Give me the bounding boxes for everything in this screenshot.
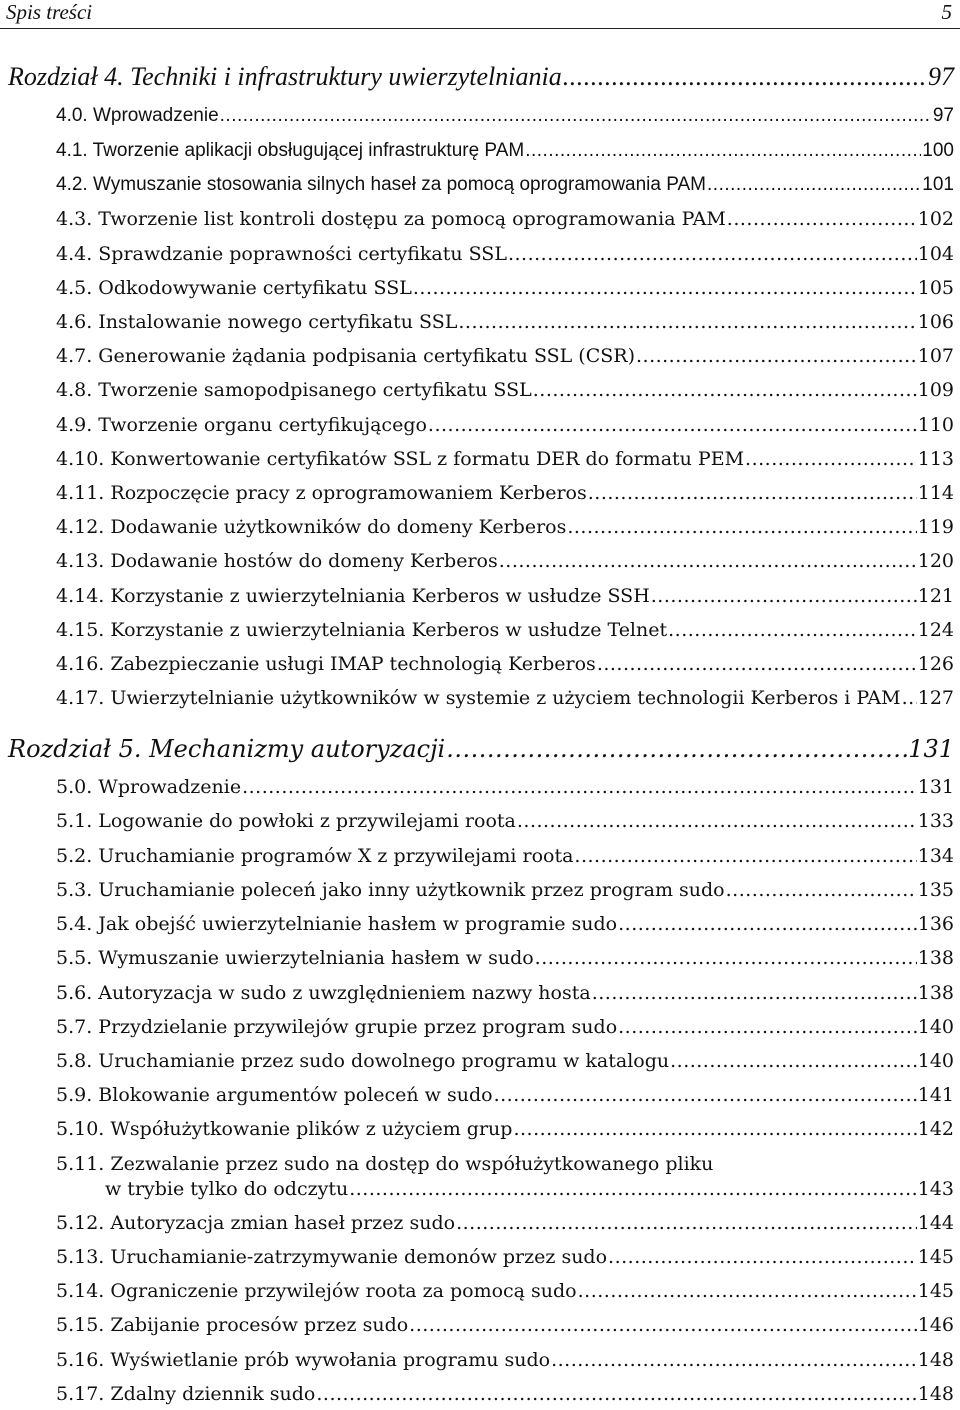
entry-page: 113 [917, 448, 954, 470]
toc-entry[interactable] [56, 1280, 954, 1302]
entry-page: 148 [917, 1349, 954, 1371]
header-title: Spis treści [6, 0, 93, 24]
entry-page: 145 [917, 1280, 954, 1302]
entry-page: 136 [917, 913, 954, 935]
entry-page: 119 [917, 516, 954, 538]
entry-title: 4.7. Generowanie żądania podpisania certyfikatu SSL (CSR) [56, 345, 635, 367]
dot-leader [525, 140, 921, 162]
entry-page: 131 [917, 776, 954, 798]
toc-entry[interactable] [56, 550, 954, 572]
toc-entry[interactable] [56, 105, 954, 127]
entry-title: 4.17. Uwierzytelnianie użytkowników w systemie z użyciem technologii Kerberos i PAM [56, 687, 901, 709]
entry-title: 4.11. Rozpoczęcie pracy z oprogramowaniem Kerberos [56, 482, 587, 504]
entry-page: 140 [917, 1016, 954, 1038]
entry-page: 120 [917, 550, 954, 572]
entry-title: 5.17. Zdalny dziennik sudo [56, 1383, 316, 1405]
toc-entry[interactable] [56, 653, 954, 675]
entry-title: 4.8. Tworzenie samopodpisanego certyfikatu SSL [56, 379, 532, 401]
entry-title: 4.3. Tworzenie list kontroli dostępu za pomocą oprogramowania PAM [56, 208, 726, 230]
dot-leader [618, 1016, 917, 1038]
dot-leader [413, 277, 917, 299]
entry-title: 4.0. Wprowadzenie [56, 105, 219, 126]
dot-leader [349, 1178, 917, 1200]
toc-entry[interactable] [56, 913, 954, 935]
toc-entry[interactable] [56, 208, 954, 230]
toc-entry[interactable] [56, 1349, 954, 1371]
entry-page: 106 [917, 311, 954, 333]
dot-leader [499, 550, 917, 572]
entry-title: 5.10. Współużytkowanie plików z użyciem grup [56, 1118, 513, 1140]
dot-leader [726, 879, 917, 901]
toc-entry[interactable] [56, 1050, 954, 1072]
dot-leader [446, 735, 907, 763]
chapter-page: 131 [908, 735, 954, 763]
toc-entry-first-line[interactable]: 5.11. Zezwalanie przez sudo na dostęp do współużytkowanego pliku [56, 1153, 714, 1175]
dot-leader [535, 947, 917, 969]
entry-title: 5.14. Ograniczenie przywilejów roota za pomocą sudo [56, 1280, 577, 1302]
entry-page: 134 [917, 845, 954, 867]
entry-page: 100 [922, 140, 954, 161]
entry-title: 4.9. Tworzenie organu certyfikującego [56, 414, 427, 436]
toc-entry[interactable] [56, 140, 954, 162]
toc-entry[interactable] [56, 1016, 954, 1038]
entry-page: 145 [917, 1246, 954, 1268]
entry-title: 5.9. Blokowanie argumentów poleceń w sudo [56, 1084, 493, 1106]
toc-entry[interactable] [56, 687, 954, 709]
toc-entry[interactable] [56, 379, 954, 401]
entry-page: 101 [922, 174, 954, 195]
entry-title: 4.10. Konwertowanie certyfikatów SSL z formatu DER do formatu PEM [56, 448, 745, 470]
toc-entry[interactable] [56, 414, 954, 436]
chapter-page: 97 [928, 62, 954, 91]
dot-leader [567, 516, 916, 538]
toc-entry[interactable] [56, 810, 954, 832]
entry-page: 127 [917, 687, 954, 709]
chapter-title: Rozdział 5. Mechanizmy autoryzacji [8, 735, 446, 763]
dot-leader [597, 653, 917, 675]
entry-title: 4.2. Wymuszanie stosowania silnych haseł za pomocą oprogramowania PAM [56, 174, 707, 195]
dot-leader [458, 311, 916, 333]
chapter-4-heading[interactable] [8, 62, 954, 92]
dot-leader [670, 1050, 917, 1072]
entry-title: 4.1. Tworzenie aplikacji obsługującej infrastrukturę PAM [56, 140, 525, 161]
toc-entry[interactable] [56, 619, 954, 641]
entry-title: 4.15. Korzystanie z uwierzytelniania Kerberos w usłudze Telnet [56, 619, 668, 641]
toc-entry[interactable] [56, 1212, 954, 1234]
chapter-5-heading[interactable] [8, 735, 954, 763]
entry-title: 4.14. Korzystanie z uwierzytelniania Kerberos w usłudze SSH [56, 585, 650, 607]
dot-leader [592, 982, 917, 1004]
toc-entry[interactable] [56, 879, 954, 901]
entry-page: 109 [917, 379, 954, 401]
toc-entry[interactable] [56, 174, 954, 196]
dot-leader [608, 1246, 917, 1268]
entry-title: 5.6. Autoryzacja w sudo z uwzględnieniem nazwy hosta [56, 982, 591, 1004]
toc-entry[interactable] [56, 516, 954, 538]
entry-title: 5.5. Wymuszanie uwierzytelniania hasłem w sudo [56, 947, 534, 969]
entry-title: 4.13. Dodawanie hostów do domeny Kerberos [56, 550, 498, 572]
dot-leader [588, 482, 917, 504]
toc-entry[interactable] [56, 1118, 954, 1140]
dot-leader [494, 1084, 917, 1106]
entry-title: 5.12. Autoryzacja zmian haseł przez sudo [56, 1212, 456, 1234]
toc-entry[interactable] [56, 776, 954, 798]
dot-leader [456, 1212, 917, 1234]
entry-title: 4.6. Instalowanie nowego certyfikatu SSL [56, 311, 458, 333]
dot-leader [517, 810, 917, 832]
entry-title: 5.2. Uruchamianie programów X z przywilejami roota [56, 845, 574, 867]
entry-title: 4.16. Zabezpieczanie usługi IMAP technologią Kerberos [56, 653, 596, 675]
header-rule [0, 28, 960, 29]
toc-entry[interactable] [56, 585, 954, 607]
dot-leader [902, 687, 917, 709]
toc-entry[interactable] [56, 1246, 954, 1268]
dot-leader [574, 845, 916, 867]
dot-leader [651, 585, 917, 607]
entry-title: 4.12. Dodawanie użytkowników do domeny Kerberos [56, 516, 567, 538]
dot-leader [513, 1118, 916, 1140]
entry-title: 5.16. Wyświetlanie prób wywołania programu sudo [56, 1349, 551, 1371]
entry-page: 138 [917, 947, 954, 969]
entry-page: 107 [917, 345, 954, 367]
entry-page: 133 [917, 810, 954, 832]
entry-title: 4.5. Odkodowywanie certyfikatu SSL [56, 277, 412, 299]
entry-page: 126 [917, 653, 954, 675]
dot-leader [618, 913, 917, 935]
toc-entry[interactable] [56, 345, 954, 367]
entry-page: 114 [917, 482, 954, 504]
entry-page: 140 [917, 1050, 954, 1072]
entry-title: w trybie tylko do odczytu [105, 1178, 349, 1200]
toc-entry[interactable] [105, 1178, 954, 1200]
toc-entry[interactable] [56, 482, 954, 504]
toc-entry[interactable] [56, 311, 954, 333]
dot-leader [745, 448, 917, 470]
chapter-title: Rozdział 4. Techniki i infrastruktury uwierzytelniania [8, 62, 562, 91]
entry-title: 5.4. Jak obejść uwierzytelnianie hasłem w programie sudo [56, 913, 618, 935]
dot-leader [316, 1383, 916, 1405]
entry-page: 143 [917, 1178, 954, 1200]
entry-title: 5.3. Uruchamianie poleceń jako inny użytkownik przez program sudo [56, 879, 725, 901]
entry-page: 105 [917, 277, 954, 299]
entry-title: 5.7. Przydzielanie przywilejów grupie przez program sudo [56, 1016, 618, 1038]
dot-leader [428, 414, 917, 436]
entry-page: 146 [917, 1314, 954, 1336]
entry-page: 148 [917, 1383, 954, 1405]
dot-leader [533, 379, 917, 401]
dot-leader [578, 1280, 917, 1302]
entry-page: 124 [917, 619, 954, 641]
dot-leader [563, 62, 927, 92]
entry-page: 121 [917, 585, 954, 607]
dot-leader [727, 208, 917, 230]
dot-leader [409, 1314, 917, 1336]
entry-page: 102 [917, 208, 954, 230]
running-header [0, 0, 960, 30]
entry-page: 141 [917, 1084, 954, 1106]
entry-page: 142 [917, 1118, 954, 1140]
dot-leader [242, 776, 917, 798]
toc-entry[interactable] [56, 243, 954, 265]
entry-title: 5.0. Wprowadzenie [56, 776, 242, 798]
entry-page: 104 [917, 243, 954, 265]
toc-entry[interactable] [56, 982, 954, 1004]
entry-page: 144 [917, 1212, 954, 1234]
entry-page: 135 [917, 879, 954, 901]
toc-entry[interactable] [56, 947, 954, 969]
entry-page: 97 [932, 105, 954, 126]
entry-title: 4.4. Sprawdzanie poprawności certyfikatu SSL [56, 243, 507, 265]
dot-leader [551, 1349, 917, 1371]
dot-leader [668, 619, 917, 641]
toc-entry[interactable] [56, 845, 954, 867]
toc-entry[interactable] [56, 1084, 954, 1106]
entry-title: 5.13. Uruchamianie-zatrzymywanie demonów przez sudo [56, 1246, 608, 1268]
toc-entry[interactable] [56, 448, 954, 470]
dot-leader [508, 243, 917, 265]
dot-leader [707, 174, 921, 196]
entry-title: 5.15. Zabijanie procesów przez sudo [56, 1314, 409, 1336]
entry-title: 5.1. Logowanie do powłoki z przywilejami roota [56, 810, 516, 832]
entry-page: 110 [917, 414, 954, 436]
toc-entry[interactable] [56, 1383, 954, 1405]
header-page-number: 5 [941, 0, 952, 24]
toc-entry[interactable] [56, 277, 954, 299]
dot-leader [636, 345, 917, 367]
entry-page: 138 [917, 982, 954, 1004]
toc-entry[interactable] [56, 1314, 954, 1336]
entry-title: 5.8. Uruchamianie przez sudo dowolnego programu w katalogu [56, 1050, 670, 1072]
dot-leader [220, 105, 932, 127]
